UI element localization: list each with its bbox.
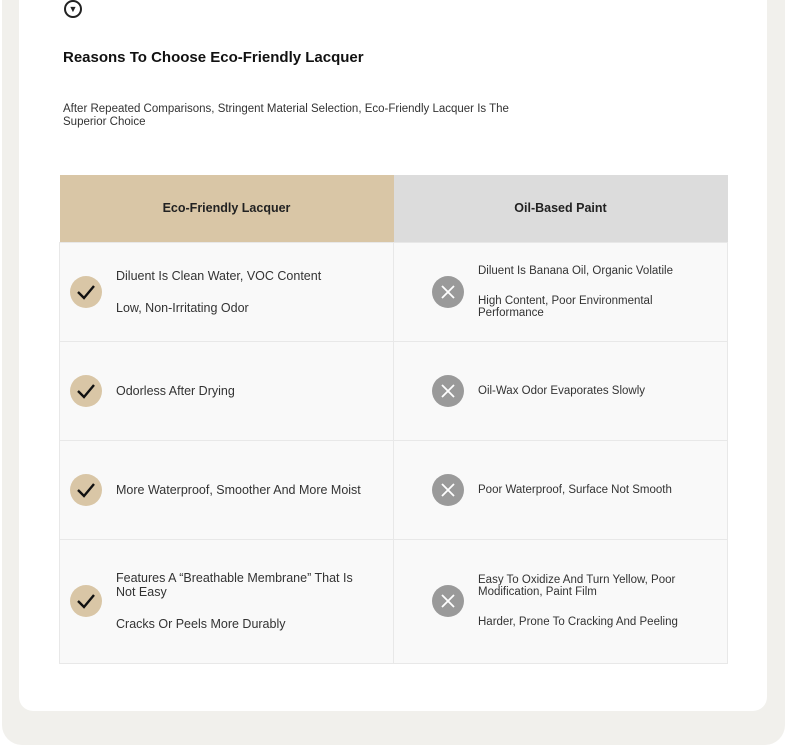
table-row — [60, 539, 728, 663]
eco-point: More Waterproof, Smoother And More Moist — [116, 482, 361, 497]
eco-cell — [60, 341, 394, 440]
check-icon — [70, 474, 102, 506]
header-oil: Oil-Based Paint — [394, 175, 728, 242]
x-icon — [432, 276, 464, 308]
oil-cell — [394, 440, 728, 539]
eco-point: Cracks Or Peels More Durably — [116, 617, 286, 631]
table-row — [60, 440, 728, 539]
oil-cell — [394, 242, 728, 341]
check-icon — [70, 375, 102, 407]
collapse-toggle-icon[interactable]: ▼ — [64, 0, 82, 18]
oil-cell — [394, 539, 728, 663]
oil-point: Diluent Is Banana Oil, Organic Volatile — [478, 264, 673, 277]
table-row — [60, 242, 728, 341]
eco-point: Low, Non-Irritating Odor — [116, 300, 249, 315]
eco-cell — [60, 440, 394, 539]
oil-point: High Content, Poor Environmental Performance — [478, 294, 653, 319]
oil-point: Poor Waterproof, Surface Not Smooth — [478, 483, 672, 496]
oil-point: Oil-Wax Odor Evaporates Slowly — [478, 384, 646, 397]
eco-point: Features A “Breathable Membrane” That Is Not Easy — [116, 571, 353, 599]
check-icon — [70, 585, 102, 617]
oil-cell — [394, 341, 728, 440]
x-icon — [432, 375, 464, 407]
header-eco: Eco-Friendly Lacquer — [60, 175, 394, 242]
oil-point: Harder, Prone To Cracking And Peeling — [478, 616, 678, 628]
check-icon — [70, 276, 102, 308]
section-subtitle: After Repeated Comparisons, Stringent Material Selection, Eco-Friendly Lacquer Is The Superior Choice — [63, 103, 509, 128]
oil-point: Easy To Oxidize And Turn Yellow, Poor Modification, Paint Film — [478, 574, 676, 598]
eco-point: Diluent Is Clean Water, VOC Content — [116, 268, 322, 283]
x-icon — [432, 474, 464, 506]
comparison-table — [59, 175, 728, 664]
table-row — [60, 341, 728, 440]
section-title: Reasons To Choose Eco-Friendly Lacquer — [63, 49, 364, 66]
eco-cell — [60, 539, 394, 663]
x-icon — [432, 585, 464, 617]
eco-cell — [60, 242, 394, 341]
eco-point: Odorless After Drying — [116, 383, 235, 398]
